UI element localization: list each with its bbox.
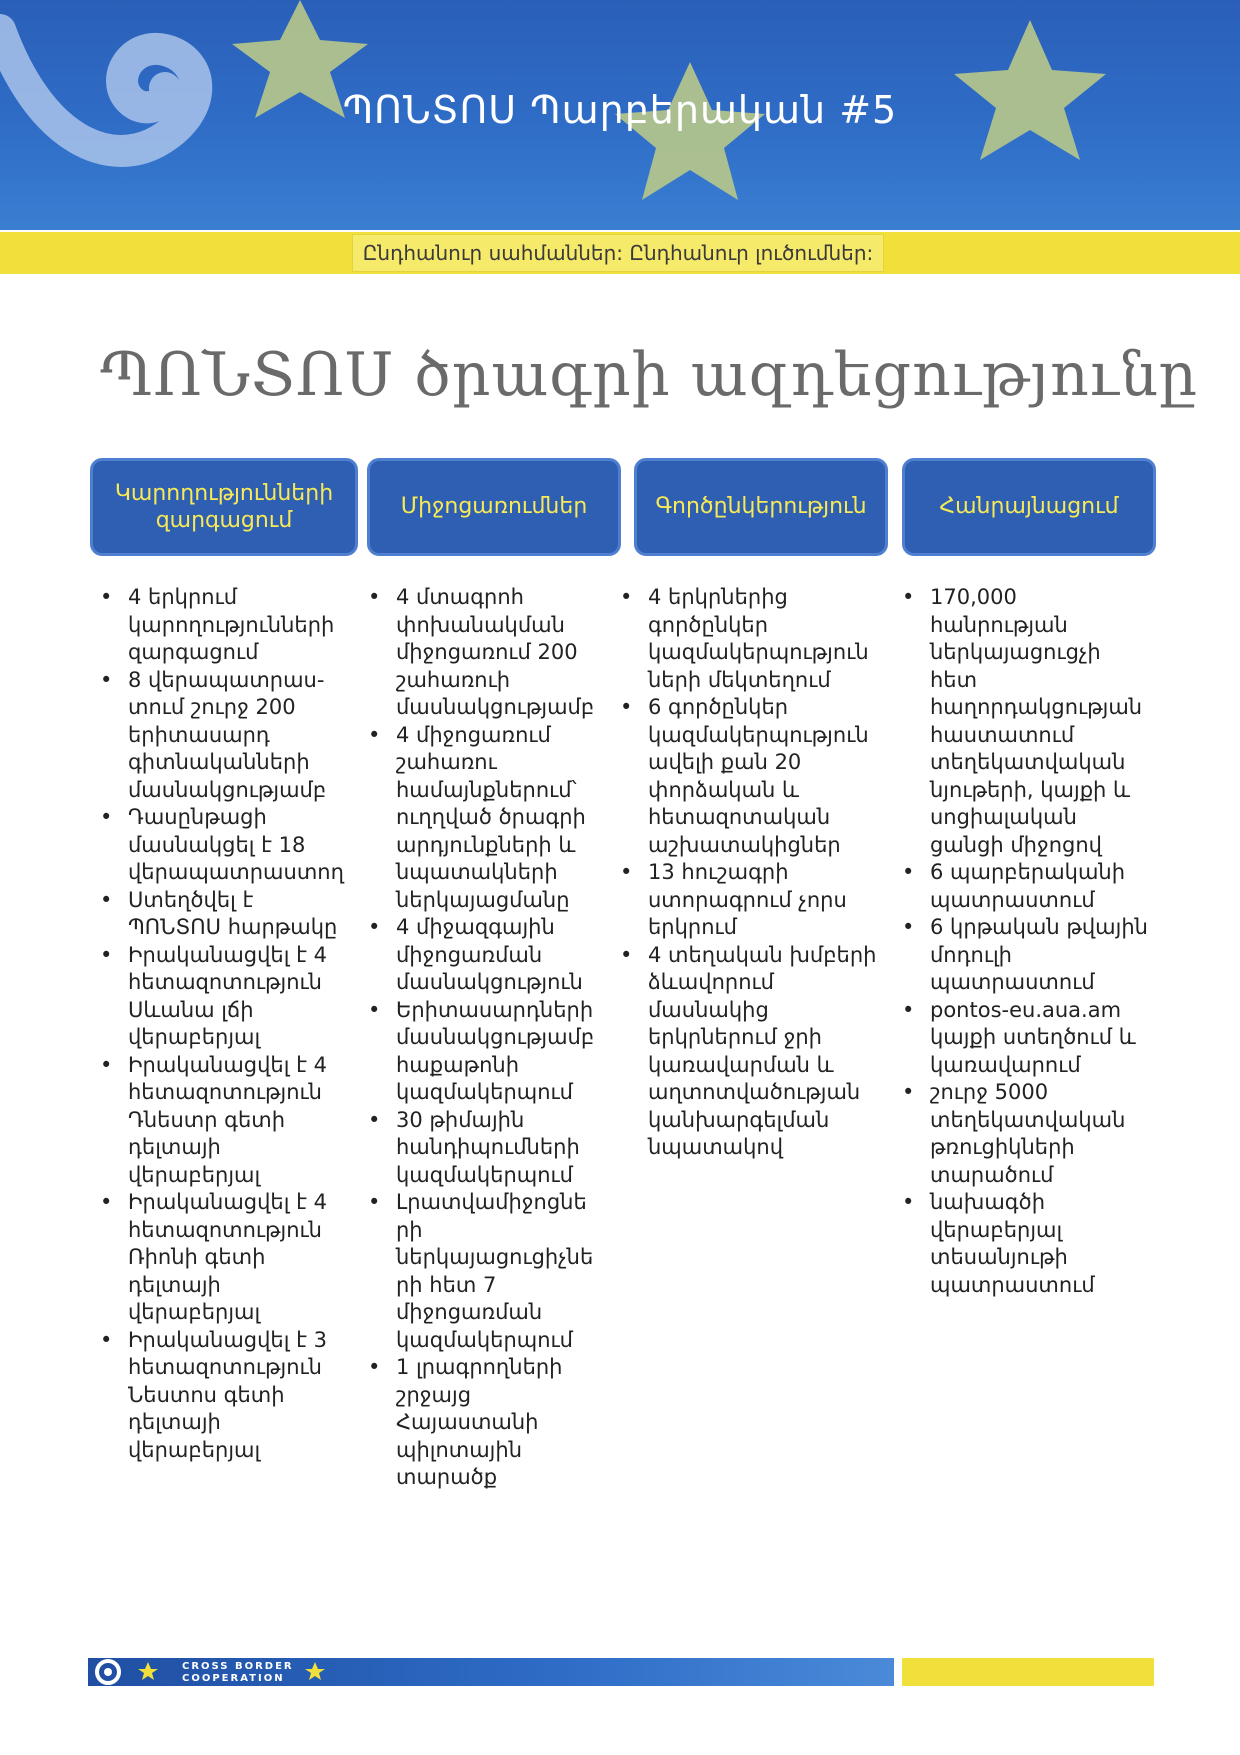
list-item: • Լրատվամիջոցնե րի ներկայացուցիչնե րի հետ 7 միջոցառման կազմակերպում [368, 1189, 594, 1354]
list-item: • Իրականացվել է 4 հետազոտություն Ռիոնի գետի դելտայի վերաբերյալ [100, 1189, 348, 1327]
column-header-capacity: Կարողությունների զարգացում [90, 458, 358, 556]
column-header-outreach: Հանրայնացում [902, 458, 1156, 556]
page-title: ՊՈՆՏՈՍ ծրագրի ազդեցությունը [100, 340, 1199, 410]
list-item: • 4 միջոցառում շահառու համայնքներում՝ ուղղված ծրագրի արդյունքների և նպատակների ներկայացմանը [368, 722, 594, 915]
column-outreach [902, 584, 1154, 1299]
bullet-list [368, 584, 594, 1492]
bullet-list [620, 584, 878, 1162]
star-icon [300, 1658, 330, 1686]
list-item: • Ստեղծվել է ՊՈՆՏՈՍ հարթակը [100, 887, 348, 942]
column-events [368, 584, 594, 1492]
column-partnership [620, 584, 878, 1162]
list-item: • Իրականացվել է 3 հետազոտություն Նեստոս գետի դելտայի վերաբերյալ [100, 1327, 348, 1465]
list-item: • 6 պարբերականի պատրաստում [902, 859, 1154, 914]
list-item: • 6 գործընկեր կազմակերպություն ավելի քան 20 փորձական և հետազոտական աշխատակիցներ [620, 694, 878, 859]
footer-logo-line-2: COOPERATION [182, 1673, 285, 1684]
bullet-list [100, 584, 348, 1464]
column-capacity [100, 584, 348, 1464]
header-banner [0, 0, 1240, 230]
list-item: • նախագծի վերաբերյալ տեսանյութի պատրաստում [902, 1189, 1154, 1299]
tagline: Ընդհանուր սահմաններ: Ընդհանուր լուծումներ: [352, 234, 884, 272]
list-item: • Իրականացվել է 4 հետազոտություն Սևանա լճի վերաբերյալ [100, 942, 348, 1052]
list-item: • 13 հուշագրի ստորագրում չորս երկրում [620, 859, 878, 942]
list-item: • 1 լրագրողների շրջայց Հայաստանի պիլոտային տարածք [368, 1354, 594, 1492]
list-item: • 8 վերապատրաս-տում շուրջ 200 երիտասարդ գիտնականների մասնակցությամբ [100, 667, 348, 805]
list-item: • 6 կրթական թվային մոդուլի պատրաստում [902, 914, 1154, 997]
newsletter-title: ՊՈՆՏՈՍ Պարբերական #5 [342, 88, 898, 132]
list-item: • pontos-eu.aua.am կայքի ստեղծում և կառավարում [902, 997, 1154, 1080]
column-header-partnership: Գործընկերություն [634, 458, 888, 556]
list-item: • 170,000 հանրության ներկայացուցչի հետ հաղորդակցության հաստատում տեղեկատվական նյութերի, կայքի և սոցիալական ցանցի միջոցով [902, 584, 1154, 859]
footer-logo-line-1: CROSS BORDER [182, 1661, 294, 1672]
column-header-events: Միջոցառումներ [367, 458, 621, 556]
list-item: • 4 միջազգային միջոցառման մասնակցություն [368, 914, 594, 997]
footer-logo-text [182, 1661, 294, 1685]
list-item: • Երիտասարդների մասնակցությամբ հաքաթոնի կազմակերպում [368, 997, 594, 1107]
list-item: • 4 տեղական խմբերի ձևավորում մասնակից երկրներում ջրի կառավարման և աղտոտվածության կանխարգելման նպատակով [620, 942, 878, 1162]
list-item: • 4 երկրում կարողությունների զարգացում [100, 584, 348, 667]
list-item: • Դասընթացի մասնակցել է 18 վերապատրաստող [100, 804, 348, 887]
list-item: • Իրականացվել է 4 հետազոտություն Դնեստր գետի դելտայի վերաբերյալ [100, 1052, 348, 1190]
swirl-star-logo-icon [88, 1658, 178, 1686]
bullet-list [902, 584, 1154, 1299]
list-item: • 30 թիմային հանդիպումների կազմակերպում [368, 1107, 594, 1190]
list-item: • 4 մտագրոհ փոխանակման միջոցառում 200 շահառուի մասնակցությամբ [368, 584, 594, 722]
footer-yellow-bar [902, 1658, 1154, 1686]
list-item: • 4 երկրներից գործընկեր կազմակերպություն ների մեկտեղում [620, 584, 878, 694]
list-item: • շուրջ 5000 տեղեկատվական թռուցիկների տարածում [902, 1079, 1154, 1189]
